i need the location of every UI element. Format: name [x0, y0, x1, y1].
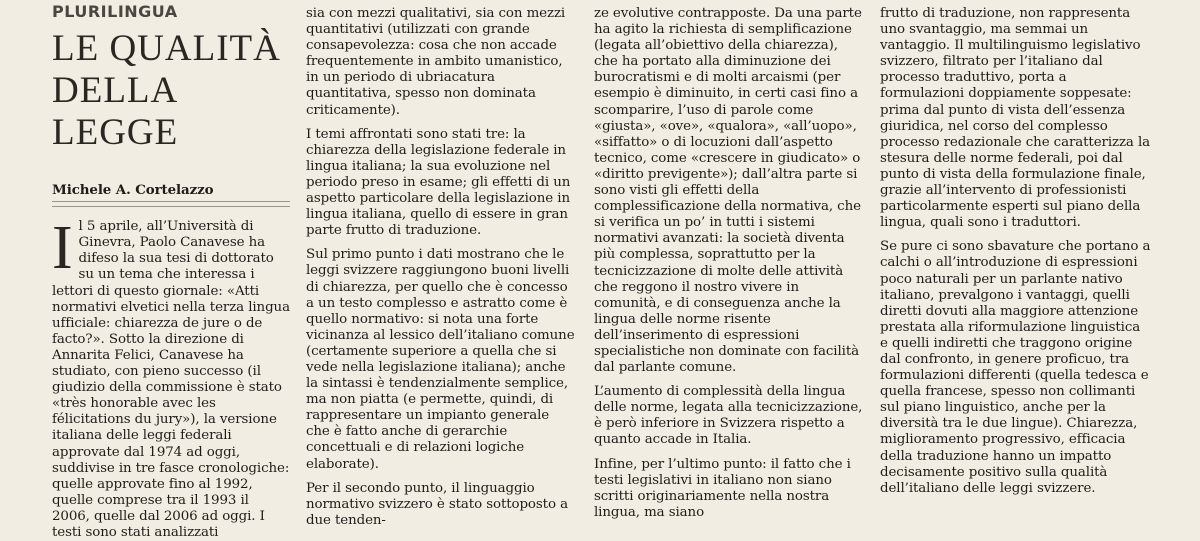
column-3 [594, 6, 864, 529]
headline [52, 28, 290, 154]
paragraph: Infine, per l’ultimo punto: il fatto che i testi legislativi in italiano non siano scritti originariamente nella nostra lingua, ma siano [594, 456, 851, 520]
column-1 [52, 4, 290, 541]
lead-text: l 5 aprile, all’Università di Ginevra, Paolo Canavese ha difeso la sua tesi di dottorato su un tema che interessa i lettori di questo giornale: «Atti normativi elvetici nella terza lingua ufficiale: chiarezza de jure o de facto?». Sotto la direzione di Annarita Felici, Canavese ha studiato, con pieno successo (il giudizio della commissione è stato «très honorable avec les félicitations du jury»), la versione italiana delle leggi federali approvate dal 1974 ad oggi, suddivise in tre fasce cronologiche: quelle approvate fino al 1992, quelle comprese tra il 1993 il 2006, quelle dal 2006 ad oggi. I testi sono stati analizzati [52, 219, 290, 540]
lead-paragraph [52, 214, 290, 541]
paragraph: I temi affrontati sono stati tre: la chiarezza della legislazione federale in lingua italiana; la sua evoluzione nel periodo preso in esame; gli effetti di un aspetto particolare della legislazione in lingua italiana, quello di essere in gran parte frutto di traduzione. [306, 126, 571, 239]
paragraph: frutto di traduzione, non rappresenta uno svantaggio, ma semmai un vantaggio. Il multilinguismo legislativo svizzero, filtrato per l’italiano dal processo traduttivo, porta a formulazioni doppiamente soppesate: prima dal punto di vista dell’essenza giuridica, nel corso del complesso processo redazionale che caratterizza la stesura delle norme federali, poi dal punto di vista della formulazione finale, grazie all’intervento di professionisti particolarmente esperti sul piano della lingua, quali sono i traduttori. [880, 6, 1151, 231]
author-byline: Michele A. Cortelazzo [52, 182, 290, 202]
paragraph: L’aumento di complessità della lingua delle norme, legata alla tecnicizzazione, è però inferiore in Svizzera rispetto a quanto accade in Italia. [594, 384, 863, 448]
paragraph: Se pure ci sono sbavature che portano a calchi o all’introduzione di espressioni poco naturali per un parlante nativo italiano, prevalgono i vantaggi, quelli diretti dovuti alla maggiore attenzione prestata alla riformulazione linguistica e quelli indiretti che traggono origine dal confronto, in genere proficuo, tra formulazioni differenti (quella tedesca e quella francese, spesso non collimanti sul piano linguistico, anche per la diversità tra le due lingue). Chiarezza, miglioramento progressivo, efficacia della traduzione hanno un impatto decisamente positivo sulla qualità dell’italiano delle leggi svizzere. [880, 239, 1151, 496]
paragraph: Sul primo punto i dati mostrano che le leggi svizzere raggiungono buoni livelli di chiarezza, per quello che è concesso a un testo complesso e astratto come è quello normativo: si nota una forte vicinanza al lessico dell’italiano comune (certamente superiore a quella che si vede nella legislazione italiana); anche la sintassi è tendenzialmente semplice, ma non piatta (e permette, quindi, di rappresentare un impianto generale che è fatto anche di gerarchie concettuali e di relazioni logiche elaborate). [306, 247, 575, 472]
headline-line-1: LE QUALITÀ [52, 28, 281, 70]
paragraph: ze evolutive contrapposte. Da una parte ha agito la richiesta di semplificazione (legata all’obiettivo della chiarezza), che ha portato alla diminuzione dei burocratismi e di molti arcaismi (per esempio è diminuito, in certi casi fino a scomparire, l’uso di parole come «giusta», «ove», «qualora», «all’uopo», «siffatto» o di locuzioni dall’aspetto tecnico, come «crescere in giudicato» o «diritto previgente»); dall’altra parte si sono visti gli effetti della complessificazione della normativa, che si verifica un po’ in tutti i sistemi normativi avanzati: la società diventa più complessa, soprattutto per la tecnicizzazione di molte delle attività che reggono il nostro vivere in comunità, e di conseguenza anche la lingua delle norme risente dell’inserimento di espressioni specialistiche non dominate con facilità dal parlante comune. [594, 6, 862, 376]
column-2 [306, 6, 576, 537]
paragraph: Per il secondo punto, il linguaggio normativo svizzero è stato sottoposto a due tenden- [306, 480, 568, 528]
column-4 [880, 6, 1152, 505]
headline-line-2: DELLA LEGGE [52, 70, 179, 154]
paragraph: sia con mezzi qualitativi, sia con mezzi quantitativi (utilizzati con grande consapevolezza: cosa che non accade frequentemente in ambito umanistico, in un periodo di ubriacatura quantitativa, spesso non dominata criticamente). [306, 6, 566, 118]
section-kicker: PLURILINGUA [52, 2, 178, 21]
drop-cap: I [52, 214, 73, 283]
byline-rule [52, 206, 290, 207]
